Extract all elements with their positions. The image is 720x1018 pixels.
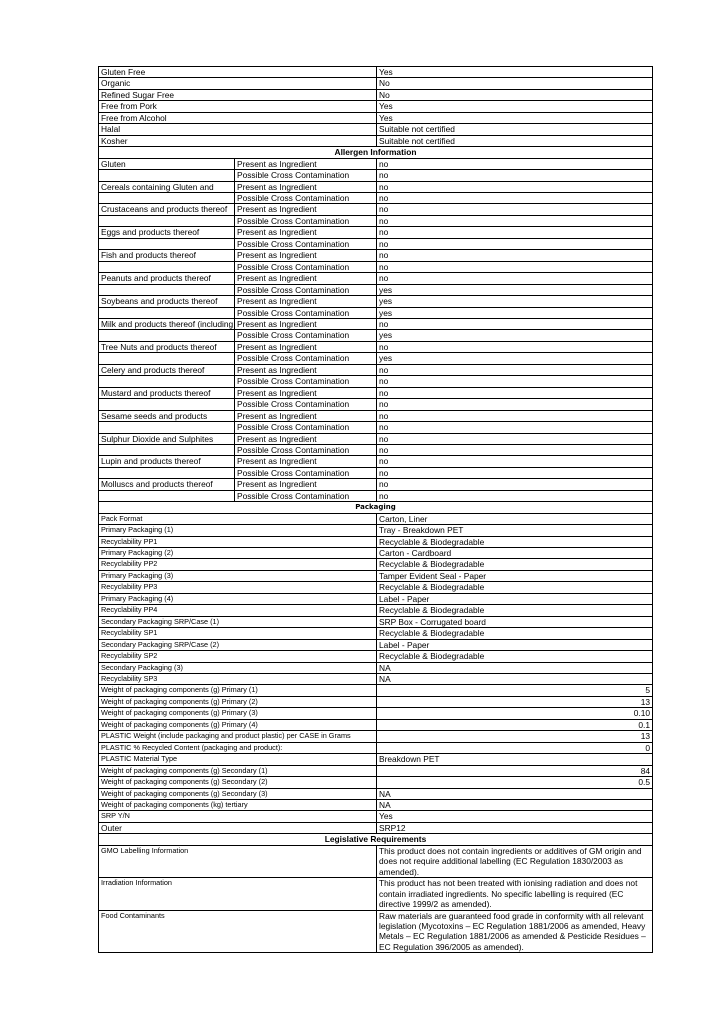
allergen-cross-label: Possible Cross Contamination	[235, 238, 377, 249]
allergen-cross-label: Possible Cross Contamination	[235, 422, 377, 433]
allergen-name-blank	[99, 330, 235, 341]
allergen-name-blank	[99, 170, 235, 181]
allergen-row	[99, 422, 653, 433]
packaging-label: Weight of packaging components (g) Secondary (3)	[99, 788, 377, 799]
allergen-cross-value: no	[377, 444, 653, 455]
dietary-label: Halal	[99, 124, 377, 135]
dietary-label: Gluten Free	[99, 67, 377, 78]
allergen-cross-value: no	[377, 170, 653, 181]
allergen-row	[99, 376, 653, 387]
legislative-label: Food Contaminants	[99, 910, 377, 953]
allergen-row	[99, 250, 653, 261]
allergen-ingredient-label: Present as Ingredient	[235, 273, 377, 284]
packaging-label: Weight of packaging components (g) Primary (1)	[99, 685, 377, 696]
allergen-cross-label: Possible Cross Contamination	[235, 170, 377, 181]
packaging-row	[99, 674, 653, 685]
packaging-value: 13	[377, 696, 653, 707]
allergen-row	[99, 227, 653, 238]
allergen-row	[99, 296, 653, 307]
allergen-ingredient-label: Present as Ingredient	[235, 387, 377, 398]
allergen-name-blank	[99, 192, 235, 203]
allergen-cross-label: Possible Cross Contamination	[235, 284, 377, 295]
packaging-value: 0	[377, 742, 653, 753]
allergen-row	[99, 170, 653, 181]
packaging-label: Secondary Packaging SRP/Case (1)	[99, 616, 377, 627]
allergen-cross-label: Possible Cross Contamination	[235, 215, 377, 226]
allergen-row	[99, 215, 653, 226]
packaging-row	[99, 536, 653, 547]
allergen-ingredient-value: no	[377, 181, 653, 192]
packaging-label: Primary Packaging (1)	[99, 525, 377, 536]
allergen-cross-value: no	[377, 238, 653, 249]
allergen-name-blank	[99, 444, 235, 455]
section-title: Packaging	[99, 502, 653, 513]
dietary-label: Free from Pork	[99, 101, 377, 112]
allergen-name: Sulphur Dioxide and Sulphites	[99, 433, 235, 444]
dietary-row	[99, 124, 653, 135]
allergen-row	[99, 341, 653, 352]
allergen-name: Tree Nuts and products thereof	[99, 341, 235, 352]
dietary-label: Organic	[99, 78, 377, 89]
packaging-row	[99, 754, 653, 765]
allergen-ingredient-label: Present as Ingredient	[235, 204, 377, 215]
packaging-value: NA	[377, 662, 653, 673]
allergen-name: Milk and products thereof (including	[99, 318, 235, 329]
packaging-label: Primary Packaging (3)	[99, 570, 377, 581]
allergen-name: Crustaceans and products thereof	[99, 204, 235, 215]
allergen-cross-value: yes	[377, 330, 653, 341]
dietary-value: No	[377, 78, 653, 89]
dietary-row	[99, 67, 653, 78]
packaging-row	[99, 605, 653, 616]
packaging-value: Recyclable & Biodegradable	[377, 582, 653, 593]
allergen-name: Molluscs and products thereof	[99, 479, 235, 490]
allergen-name-blank	[99, 261, 235, 272]
allergen-cross-value: no	[377, 422, 653, 433]
section-title: Allergen Information	[99, 147, 653, 158]
dietary-label: Kosher	[99, 135, 377, 146]
packaging-label: SRP Y/N	[99, 811, 377, 822]
allergen-ingredient-value: no	[377, 250, 653, 261]
allergen-ingredient-label: Present as Ingredient	[235, 364, 377, 375]
packaging-value: Carton - Cardboard	[377, 548, 653, 559]
allergen-ingredient-value: no	[377, 387, 653, 398]
packaging-label: Weight of packaging components (g) Primary (4)	[99, 719, 377, 730]
packaging-label: Weight of packaging components (kg) tertiary	[99, 800, 377, 811]
packaging-label: Weight of packaging components (g) Secondary (1)	[99, 765, 377, 776]
packaging-section-header	[99, 502, 653, 513]
allergen-cross-label: Possible Cross Contamination	[235, 399, 377, 410]
legislative-value: This product does not contain ingredients or additives of GM origin and does not require additional labelling (EC Regulation 1830/2003 as amended).	[377, 845, 653, 877]
allergen-name: Soybeans and products thereof	[99, 296, 235, 307]
allergen-row	[99, 273, 653, 284]
allergen-row	[99, 479, 653, 490]
dietary-value: No	[377, 89, 653, 100]
dietary-row	[99, 101, 653, 112]
packaging-value: 0.10	[377, 708, 653, 719]
packaging-row	[99, 708, 653, 719]
allergen-cross-label: Possible Cross Contamination	[235, 307, 377, 318]
allergen-row	[99, 387, 653, 398]
allergen-row	[99, 318, 653, 329]
allergen-row	[99, 467, 653, 478]
allergen-cross-value: no	[377, 215, 653, 226]
dietary-value: Suitable not certified	[377, 135, 653, 146]
allergen-row	[99, 158, 653, 169]
legislative-label: GMO Labelling Information	[99, 845, 377, 877]
allergen-ingredient-value: no	[377, 364, 653, 375]
allergen-ingredient-value: no	[377, 456, 653, 467]
legislative-section-header	[99, 834, 653, 845]
allergen-ingredient-label: Present as Ingredient	[235, 181, 377, 192]
packaging-value: Recyclable & Biodegradable	[377, 651, 653, 662]
legislative-value: This product has not been treated with ionising radiation and does not contain irradiated ingredients. No specific labelling is required (EC directive 1999/2 as amended).	[377, 878, 653, 910]
allergen-ingredient-label: Present as Ingredient	[235, 318, 377, 329]
packaging-row	[99, 593, 653, 604]
allergen-name: Cereals containing Gluten and	[99, 181, 235, 192]
allergen-name: Eggs and products thereof	[99, 227, 235, 238]
packaging-value: Recyclable & Biodegradable	[377, 536, 653, 547]
allergen-ingredient-value: no	[377, 227, 653, 238]
allergen-ingredient-value: no	[377, 341, 653, 352]
legislative-value: Raw materials are guaranteed food grade in conformity with all relevant legislation (Mycotoxins – EC Regulation 1881/2006 as amended, Heavy Metals – EC Regulation 1881/2006 as amended & Pesticide Residues – EC Regulation 396/2005 as amended).	[377, 910, 653, 953]
packaging-value: NA	[377, 800, 653, 811]
allergen-row	[99, 399, 653, 410]
dietary-row	[99, 112, 653, 123]
allergen-cross-label: Possible Cross Contamination	[235, 261, 377, 272]
allergen-ingredient-value: no	[377, 204, 653, 215]
allergen-ingredient-value: no	[377, 410, 653, 421]
packaging-value: SRP Box - Corrugated board	[377, 616, 653, 627]
dietary-value: Yes	[377, 101, 653, 112]
allergen-cross-value: no	[377, 467, 653, 478]
allergen-cross-label: Possible Cross Contamination	[235, 467, 377, 478]
packaging-label: Primary Packaging (4)	[99, 593, 377, 604]
packaging-label: Primary Packaging (2)	[99, 548, 377, 559]
packaging-value: 5	[377, 685, 653, 696]
packaging-row	[99, 559, 653, 570]
packaging-row	[99, 651, 653, 662]
allergen-row	[99, 261, 653, 272]
section-title: Legislative Requirements	[99, 834, 653, 845]
packaging-value: Label - Paper	[377, 593, 653, 604]
allergen-cross-value: yes	[377, 307, 653, 318]
packaging-row	[99, 765, 653, 776]
packaging-value: Recyclable & Biodegradable	[377, 628, 653, 639]
allergen-ingredient-label: Present as Ingredient	[235, 227, 377, 238]
allergen-cross-value: no	[377, 261, 653, 272]
allergen-row	[99, 410, 653, 421]
allergen-cross-value: no	[377, 399, 653, 410]
packaging-value: Recyclable & Biodegradable	[377, 559, 653, 570]
packaging-label: PLASTIC Weight (include packaging and product plastic) per CASE in Grams	[99, 731, 377, 742]
allergen-ingredient-value: no	[377, 479, 653, 490]
allergen-name-blank	[99, 215, 235, 226]
packaging-value: Label - Paper	[377, 639, 653, 650]
packaging-label: Recyclability PP3	[99, 582, 377, 593]
allergen-row	[99, 353, 653, 364]
packaging-row	[99, 570, 653, 581]
allergen-ingredient-value: no	[377, 273, 653, 284]
allergen-name-blank	[99, 422, 235, 433]
packaging-label: PLASTIC % Recycled Content (packaging and product):	[99, 742, 377, 753]
allergen-name: Sesame seeds and products	[99, 410, 235, 421]
packaging-label: Secondary Packaging SRP/Case (2)	[99, 639, 377, 650]
allergen-name: Lupin and products thereof	[99, 456, 235, 467]
packaging-label: Weight of packaging components (g) Secondary (2)	[99, 777, 377, 788]
spec-sheet-table	[98, 66, 653, 953]
allergen-name-blank	[99, 376, 235, 387]
packaging-row	[99, 582, 653, 593]
packaging-value: 84	[377, 765, 653, 776]
allergen-row	[99, 204, 653, 215]
allergen-ingredient-value: yes	[377, 296, 653, 307]
packaging-row	[99, 800, 653, 811]
packaging-row	[99, 742, 653, 753]
allergen-name-blank	[99, 399, 235, 410]
packaging-row	[99, 822, 653, 833]
legislative-row	[99, 845, 653, 877]
packaging-value: Carton, Liner	[377, 513, 653, 524]
allergen-row	[99, 238, 653, 249]
packaging-row	[99, 777, 653, 788]
packaging-value: Breakdown PET	[377, 754, 653, 765]
packaging-value: Tamper Evident Seal - Paper	[377, 570, 653, 581]
packaging-label: Pack Format	[99, 513, 377, 524]
allergen-cross-label: Possible Cross Contamination	[235, 353, 377, 364]
allergen-ingredient-label: Present as Ingredient	[235, 410, 377, 421]
packaging-row	[99, 731, 653, 742]
allergen-row	[99, 490, 653, 501]
allergen-row	[99, 433, 653, 444]
allergen-name-blank	[99, 353, 235, 364]
packaging-row	[99, 788, 653, 799]
packaging-label: Recyclability SP2	[99, 651, 377, 662]
packaging-value: Yes	[377, 811, 653, 822]
dietary-value: Yes	[377, 67, 653, 78]
dietary-label: Refined Sugar Free	[99, 89, 377, 100]
allergen-cross-value: yes	[377, 353, 653, 364]
packaging-value: NA	[377, 788, 653, 799]
packaging-label: Recyclability PP4	[99, 605, 377, 616]
packaging-label: Recyclability PP2	[99, 559, 377, 570]
packaging-label: Weight of packaging components (g) Primary (3)	[99, 708, 377, 719]
packaging-row	[99, 525, 653, 536]
allergen-row	[99, 364, 653, 375]
allergen-row	[99, 444, 653, 455]
packaging-value: 0.5	[377, 777, 653, 788]
allergen-row	[99, 307, 653, 318]
allergen-row	[99, 181, 653, 192]
allergen-ingredient-label: Present as Ingredient	[235, 296, 377, 307]
packaging-label: Recyclability SP3	[99, 674, 377, 685]
allergen-cross-value: no	[377, 490, 653, 501]
packaging-row	[99, 616, 653, 627]
allergen-ingredient-value: no	[377, 318, 653, 329]
packaging-row	[99, 811, 653, 822]
packaging-label: Recyclability SP1	[99, 628, 377, 639]
allergen-cross-label: Possible Cross Contamination	[235, 330, 377, 341]
allergen-row	[99, 456, 653, 467]
allergen-ingredient-label: Present as Ingredient	[235, 456, 377, 467]
allergen-ingredient-value: no	[377, 158, 653, 169]
allergen-name-blank	[99, 490, 235, 501]
allergen-name-blank	[99, 467, 235, 478]
packaging-row	[99, 662, 653, 673]
packaging-value: 0.1	[377, 719, 653, 730]
allergen-ingredient-label: Present as Ingredient	[235, 479, 377, 490]
legislative-row	[99, 910, 653, 953]
allergen-name: Peanuts and products thereof	[99, 273, 235, 284]
allergen-cross-value: no	[377, 192, 653, 203]
allergen-cross-label: Possible Cross Contamination	[235, 376, 377, 387]
allergen-name: Mustard and products thereof	[99, 387, 235, 398]
packaging-label: Weight of packaging components (g) Primary (2)	[99, 696, 377, 707]
dietary-row	[99, 89, 653, 100]
packaging-row	[99, 696, 653, 707]
allergen-name-blank	[99, 307, 235, 318]
packaging-label: Secondary Packaging (3)	[99, 662, 377, 673]
packaging-label: PLASTIC Material Type	[99, 754, 377, 765]
allergen-cross-value: yes	[377, 284, 653, 295]
packaging-value: SRP12	[377, 822, 653, 833]
packaging-row	[99, 628, 653, 639]
allergen-ingredient-label: Present as Ingredient	[235, 158, 377, 169]
allergen-name: Fish and products thereof	[99, 250, 235, 261]
dietary-row	[99, 78, 653, 89]
allergen-cross-label: Possible Cross Contamination	[235, 490, 377, 501]
allergen-cross-label: Possible Cross Contamination	[235, 444, 377, 455]
allergen-cross-value: no	[377, 376, 653, 387]
allergen-ingredient-value: no	[377, 433, 653, 444]
packaging-label: Recyclability PP1	[99, 536, 377, 547]
packaging-value: Tray - Breakdown PET	[377, 525, 653, 536]
allergen-ingredient-label: Present as Ingredient	[235, 341, 377, 352]
allergen-cross-label: Possible Cross Contamination	[235, 192, 377, 203]
legislative-row	[99, 878, 653, 910]
packaging-value: 13	[377, 731, 653, 742]
allergen-name-blank	[99, 238, 235, 249]
dietary-row	[99, 135, 653, 146]
packaging-value: Recyclable & Biodegradable	[377, 605, 653, 616]
allergen-name-blank	[99, 284, 235, 295]
allergen-ingredient-label: Present as Ingredient	[235, 250, 377, 261]
allergen-row	[99, 284, 653, 295]
packaging-value: NA	[377, 674, 653, 685]
packaging-row	[99, 719, 653, 730]
allergen-row	[99, 330, 653, 341]
packaging-row	[99, 548, 653, 559]
packaging-row	[99, 685, 653, 696]
allergen-name: Celery and products thereof	[99, 364, 235, 375]
dietary-label: Free from Alcohol	[99, 112, 377, 123]
allergen-section-header	[99, 147, 653, 158]
allergen-name: Gluten	[99, 158, 235, 169]
packaging-label: Outer	[99, 822, 377, 833]
dietary-value: Yes	[377, 112, 653, 123]
allergen-ingredient-label: Present as Ingredient	[235, 433, 377, 444]
legislative-label: Irradiation Information	[99, 878, 377, 910]
allergen-row	[99, 192, 653, 203]
dietary-value: Suitable not certified	[377, 124, 653, 135]
packaging-row	[99, 639, 653, 650]
packaging-row	[99, 513, 653, 524]
